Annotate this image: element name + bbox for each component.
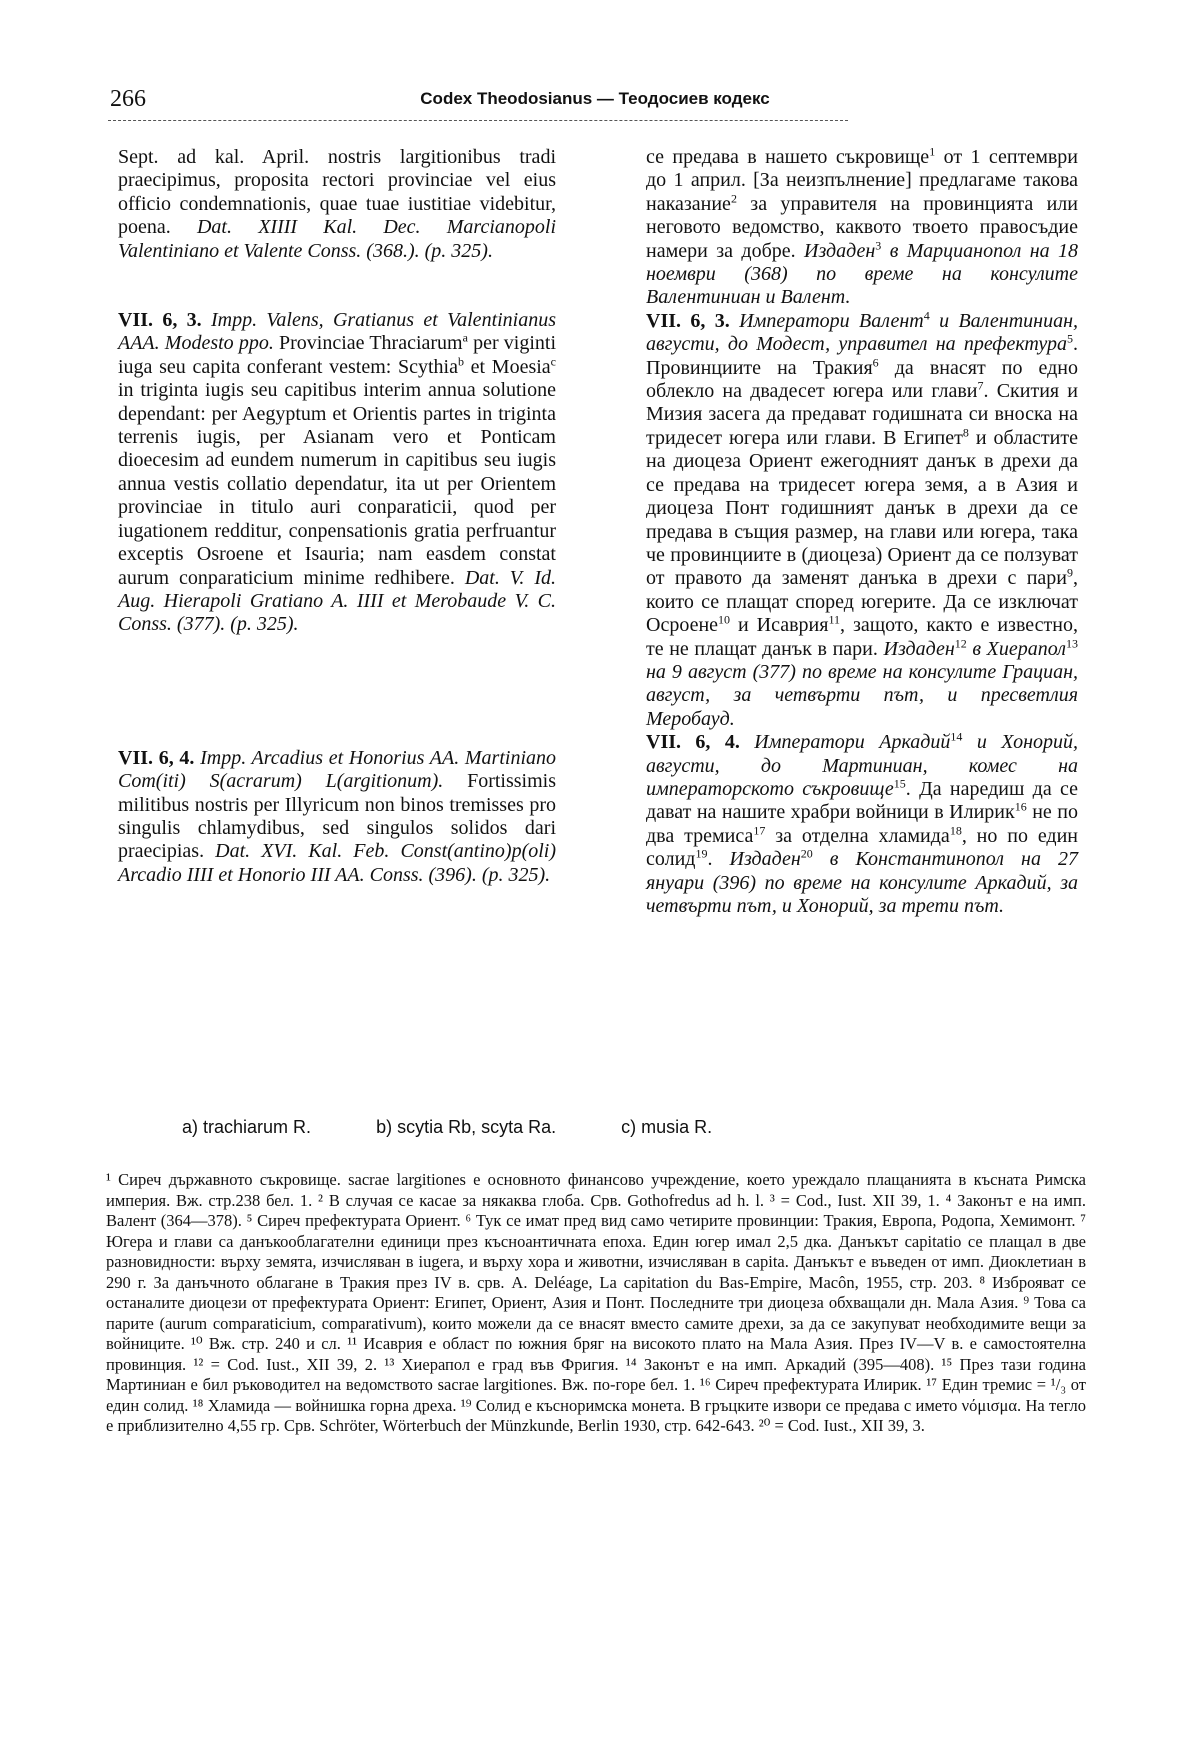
page-number: 266	[110, 86, 146, 112]
running-title: Codex Theodosianus — Теодосиев кодекс	[420, 89, 770, 108]
latin-date-1: Dat. XIIII Kal. Dec. Marcianopoli Valentiniano et Valente Conss. (368.). (p. 325).	[118, 216, 557, 262]
bulgarian-column	[646, 146, 1078, 918]
bulgarian-section-2: VII. 6, 3. Императори Валент$^4$ и Валентиниан, августи, до Модест, управител на префектура$^5$. Провинциите на Тракия$^6$ да внасят по едно облекло на двадесет югера или глави$^7$. Скития и Мизия засега да предават годишната си вноска на тридесет югера или глави. В Египет$^8$ и областите на диоцеза Ориент ежегодният данък в дрехи да се предава на тридесет югера земя, а в Азия и диоцеза Понт годишният данък в дрехи да се предава в същия размер, на глави или югера, така че провинциите в (диоцеза) Ориент да се ползуват от правото да заменят данъка в дрехи с пари$^9$, които се плащат според югерите. Да се изключат Осроене$^{10}$ и Исаврия$^{11}$, защото, както е известно, те не плащат данък в пари. Издаден$^{12}$ в Хиерапол$^{13}$ на 9 август (377) по време на консулите Грациан, август, за четвърти път, и пресветлия Меробауд.	[646, 308, 1079, 730]
latin-section-1: Sept. ad kal. April. nostris largitionibus tradi praecipimus, proposita rectori provinciae vel eius officio condemnationis, quae tuae iustitiae videbitur, poena. Dat. XIIII Kal. Dec. Marcianopoli Valentiniano et Valente Conss. (368.). (p. 325).	[118, 146, 557, 262]
section-ref: VII. 6, 3.	[118, 309, 202, 332]
page-header	[110, 86, 1080, 116]
section-ref: VII. 6, 3.	[646, 309, 730, 332]
latin-section-2: VII. 6, 3. Impp. Valens, Gratianus et Valentinianus AAA. Modesto ppo. Provinciae Thraciarum$^a$ per viginti iuga seu capita conferant vestem: Scythia$^b$ et Moesia$^c$ in triginta iugis seu capitibus interim annua solutione dependant: per Aegyptum et Orientis partes in triginta terrenis iugis, per Asianam vero et Ponticam dioecesim ad eundem numerum in capitibus seu iugis annua vestis collatio dependatur, ita ut per Orientem provinciae in titulo auri conparaticii, quod per iugationem redditur, conpensationis gratia perfruantur exceptis Osroene et Isauria; nam easdem constat aurum conparaticium minime redhibere. Dat. V. Id. Aug. Hierapoli Gratiano A. IIII et Merobaude V. C. Conss. (377). (p. 325).	[118, 309, 557, 636]
footnotes	[106, 1170, 1086, 1437]
critical-apparatus	[182, 1117, 782, 1138]
latin-column	[118, 146, 556, 887]
latin-date-2: Dat. V. Id. Aug. Hierapoli Gratiano A. IIII et Merobaude V. C. Conss. (377). (p. 325).	[118, 566, 556, 636]
section-ref: VII. 6, 4.	[118, 746, 195, 769]
footnote-block: ¹ Сиреч държавното съкровище. sacrae largitiones е основното финансово учреждение, което уреждало плащанията в късната Римска империя. Вж. стр.238 бел. 1. ² В случая се касае за някаква глоба. Срв. Gothofredus ad h. l. ³ = Cod., Iust. XII 39, 1. ⁴ Законът е на имп. Валент (364—378). ⁵ Сиреч префектурата Ориент. ⁶ Тук се имат пред вид само четирите провинции: Тракия, Европа, Родопа, Хемимонт. ⁷ Югера и глави са данъкооблагателни единици през късноантичната епоха. Един югер имал 2,5 дка. Данъкът capitatio се плащал в две разновидности: върху земята, изчисляван в iugera, и върху хора и животни, изчисляван в capita. Данъкът е въведен от имп. Диоклетиан в 290 г. За данъчното облагане в Тракия през IV в. срв. A. Deléage, La capitation du Bas-Empire, Macôn, 1955, стр. 203. ⁸ Изброяват се останалите диоцези от префектурата Ориент: Египет, Ориент, Азия и Понт. Последните три диоцеза обхващали дн. Мала Азия. ⁹ Това са парите (aurum comparaticium, comparativum), които можели да се внасят вместо самите дрехи, за да се закупуват необходимите вещи за войниците. ¹⁰ Вж. стр. 240 и сл. ¹¹ Исаврия е област по южния бряг на високото плато на Мала Азия. През IV—V в. е самостоятелна провинция. ¹² = Cod. Iust., XII 39, 2. ¹³ Хиерапол е град във Фригия. ¹⁴ Законът е на имп. Аркадий (395—408). ¹⁵ През тази година Мартиниан е бил ръководител на ведомството sacrae largitiones. Вж. по-горе бел. 1. ¹⁶ Сиреч префектурата Илирик. ¹⁷ Един тремис = ¹/₃ от един солид. ¹⁸ Хламида — войнишка горна дреха. ¹⁹ Солид е късноримска монета. В гръцките извори се предава с името νόμισμα. На тегло е приблизително 4,55 гр. Срв. Schröter, Wörterbuch der Münzkunde, Berlin 1930, стр. 642-643. ²⁰ = Cod. Iust., XII 39, 3.	[106, 1170, 1086, 1435]
apparatus-b: b) scytia Rb, scyta Ra.	[376, 1117, 557, 1137]
latin-date-3: Dat. XVI. Kal. Feb. Const(antino)p(oli) Arcadio IIII et Honorio III AA. Conss. (396). (p. 325).	[118, 840, 556, 886]
latin-section-3: VII. 6, 4. Impp. Arcadius et Honorius AA. Martiniano Com(iti) S(acrarum) L(argitionum). Fortissimis militibus nostris per Illyricum non binos tremisses pro singulis chlamydibus, sed singulos solidos dari praecipias. Dat. XVI. Kal. Feb. Const(antino)p(oli) Arcadio IIII et Honorio III AA. Conss. (396). (p. 325).	[118, 746, 557, 886]
bulgarian-section-1: се предава в нашето съкровище$^1$ от 1 септември до 1 април. [За неизпълнение] предлагаме такова наказание$^2$ за управителя на провинцията или неговото ведомство, каквото твоето правосъдие намери за добре. Издаден$^3$ в Марцианопол на 18 ноември (368) по време на консулите Валентиниан и Валент.	[646, 144, 1079, 309]
apparatus-a: a) trachiarum R.	[182, 1117, 312, 1137]
header-rule	[108, 120, 848, 121]
section-ref: VII. 6, 4.	[646, 731, 740, 754]
apparatus-c: c) musia R.	[621, 1117, 713, 1137]
bulgarian-section-3: VII. 6, 4. Императори Аркадий$^{14}$ и Хонорий, августи, до Мартиниан, комес на императорското съкровище$^{15}$. Да наредиш да се дават на нашите храбри войници в Илирик$^{16}$ не по два тремиса$^{17}$ за отделна хламида$^{18}$, но по един солид$^{19}$. Издаден$^{20}$ в Константинопол на 27 януари (396) по време на консулите Аркадий, за четвърти път, и Хонорий, за трети път.	[646, 729, 1079, 917]
